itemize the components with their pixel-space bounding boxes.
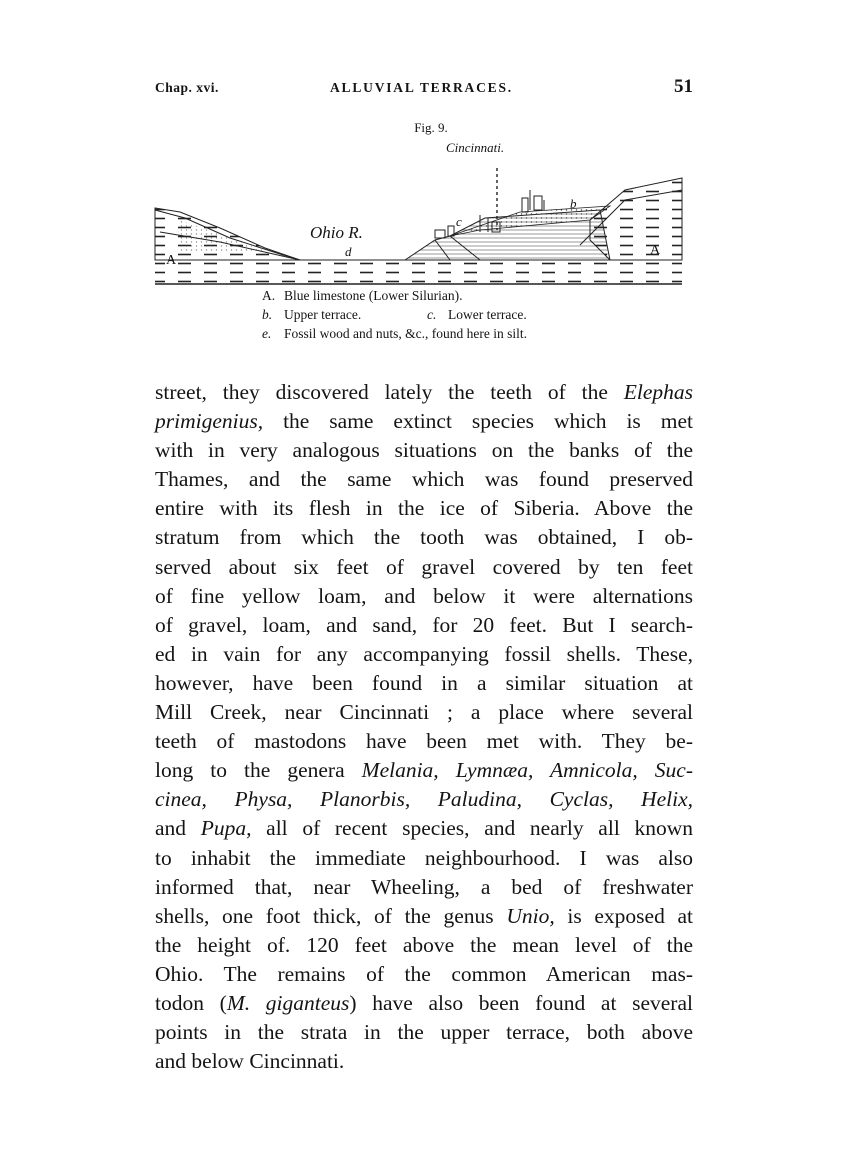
text-line xyxy=(155,989,693,1018)
text-segment: Thames, and the same which was found preserved xyxy=(155,467,693,492)
text-line xyxy=(155,902,693,931)
text-line xyxy=(155,582,693,611)
text-line xyxy=(155,1018,693,1047)
legend-row: b. Upper terrace. c. Lower terrace. xyxy=(262,307,527,322)
text-line xyxy=(155,814,693,843)
text-segment: Mill Creek, near Cincinnati ; a place where several xyxy=(155,700,693,725)
label-b: b xyxy=(570,196,577,211)
legend-row: e. Fossil wood and nuts, &c., found here in silt. xyxy=(262,326,527,341)
text-line xyxy=(155,669,693,698)
text-segment: primigenius, xyxy=(155,409,264,434)
text-line xyxy=(155,785,693,814)
text-line xyxy=(155,523,693,552)
legend-row: A. Blue limestone (Lower Silurian). xyxy=(262,288,463,303)
text-segment: points in the strata in the upper terrace, both above xyxy=(155,1020,693,1045)
label-d: d xyxy=(345,244,352,259)
text-line xyxy=(155,494,693,523)
text-line xyxy=(155,465,693,494)
text-segment: Pupa, xyxy=(200,816,252,841)
label-c: c xyxy=(456,214,462,229)
text-segment: Ohio. The remains of the common American mas- xyxy=(155,961,693,986)
page-number: 51 xyxy=(674,76,693,97)
text-segment: street, they discovered lately the teeth of the xyxy=(155,380,624,404)
text-segment: shells, one foot thick, of the genus xyxy=(155,903,507,928)
river-label: Ohio R. xyxy=(310,223,363,242)
text-line xyxy=(155,960,693,989)
figure-place-label: Cincinnati. xyxy=(446,140,505,155)
text-segment: ) have also been found at several xyxy=(349,990,693,1015)
text-line xyxy=(155,727,693,756)
geological-section-figure xyxy=(150,160,690,285)
text-segment: teeth of mastodons have been met with. They be- xyxy=(155,729,693,754)
text-line xyxy=(155,873,693,902)
limestone-base xyxy=(155,260,682,284)
text-line xyxy=(155,756,693,785)
text-segment: and below Cincinnati. xyxy=(155,1049,345,1074)
text-segment: long to the genera xyxy=(155,758,362,783)
text-segment: is exposed at xyxy=(554,903,694,928)
text-segment: entire with its flesh in the ice of Siberia. Above the xyxy=(155,496,693,521)
body-text xyxy=(155,378,693,1076)
text-line xyxy=(155,1047,693,1076)
text-line xyxy=(155,553,693,582)
text-line xyxy=(155,407,693,436)
text-line xyxy=(155,378,693,407)
text-segment: ed in vain for any accompanying fossil shells. These, xyxy=(155,641,693,666)
text-segment: Elephas xyxy=(623,380,693,404)
text-segment: stratum from which the tooth was obtained, I ob- xyxy=(155,525,693,550)
text-line xyxy=(155,844,693,873)
text-segment: all of recent species, and nearly all known xyxy=(251,816,693,841)
text-segment: cinea, Physa, Planorbis, Paludina, Cyclas, Helix, xyxy=(155,787,693,812)
text-line xyxy=(155,436,693,465)
text-line xyxy=(155,611,693,640)
text-segment: to inhabit the immediate neighbourhood. I was also xyxy=(155,845,693,870)
text-segment: the same extinct species which is met xyxy=(263,409,693,434)
text-segment: with in very analogous situations on the banks of the xyxy=(155,438,693,463)
running-title: ALLUVIAL TERRACES. xyxy=(330,80,513,95)
chapter-label: Chap. xvi. xyxy=(155,80,219,95)
right-bank-limestone xyxy=(590,178,682,260)
text-segment: Melania, Lymnæa, Amnicola, Suc- xyxy=(361,758,693,783)
text-segment: served about six feet of gravel covered by ten feet xyxy=(155,554,693,579)
figure-number: Fig. 9. xyxy=(414,120,448,135)
label-a-left: A xyxy=(166,253,177,268)
text-line xyxy=(155,640,693,669)
text-segment: of gravel, loam, and sand, for 20 feet. But I search- xyxy=(155,612,693,637)
text-segment: M. giganteus xyxy=(226,990,350,1015)
text-segment: however, have been found in a similar situation at xyxy=(155,670,693,695)
text-segment: Unio, xyxy=(506,903,555,928)
text-segment: of fine yellow loam, and below it were alternations xyxy=(155,583,693,608)
label-a-right: A xyxy=(650,243,661,258)
text-line xyxy=(155,931,693,960)
text-segment: informed that, near Wheeling, a bed of freshwater xyxy=(155,874,693,899)
running-header xyxy=(155,76,693,100)
text-segment: and xyxy=(155,816,201,841)
text-segment: the height of. 120 feet above the mean level of the xyxy=(155,932,693,957)
text-line xyxy=(155,698,693,727)
text-segment: todon ( xyxy=(155,990,227,1015)
